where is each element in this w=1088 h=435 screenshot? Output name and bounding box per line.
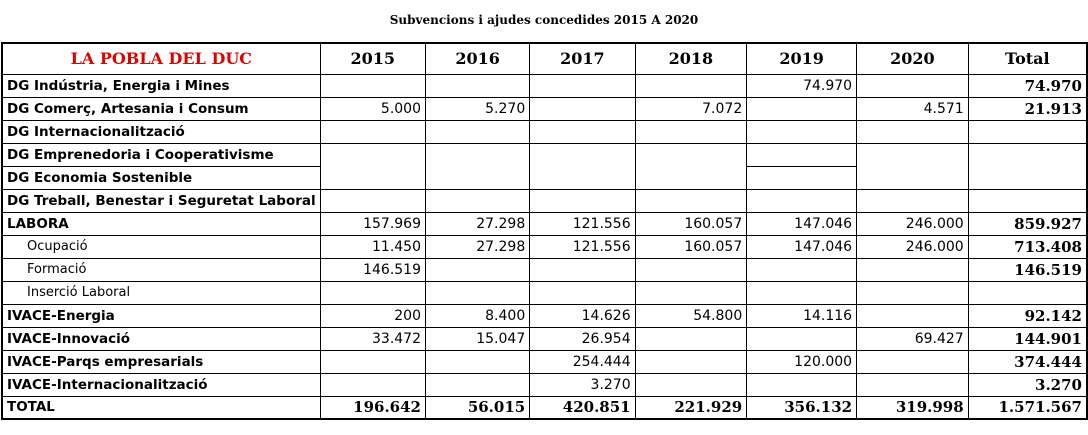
table-row: [2, 97, 1087, 120]
cell-value: 69.427: [857, 327, 969, 350]
cell-value: [857, 304, 969, 327]
cell-value: [426, 166, 530, 189]
cell-value: [635, 258, 747, 281]
col-header-2019: 2019: [747, 43, 857, 74]
cell-value: [426, 74, 530, 97]
cell-value: 5.270: [426, 97, 530, 120]
row-total: 713.408: [968, 235, 1087, 258]
cell-value: [426, 258, 530, 281]
row-label: DG Economia Sostenible: [2, 166, 320, 189]
cell-value: [857, 281, 969, 304]
cell-value: 246.000: [857, 235, 969, 258]
row-total: 3.270: [968, 373, 1087, 396]
cell-value: [857, 189, 969, 212]
table-row: [2, 327, 1087, 350]
cell-value: [635, 373, 747, 396]
col-header-2018: 2018: [635, 43, 747, 74]
cell-value: [635, 120, 747, 143]
cell-value: [320, 143, 425, 166]
cell-value: [857, 373, 969, 396]
row-total: 144.901: [968, 327, 1087, 350]
table-row: [2, 143, 1087, 166]
cell-value: [857, 166, 969, 189]
col-header-2015: 2015: [320, 43, 425, 74]
table-row: [2, 212, 1087, 235]
table-row: [2, 373, 1087, 396]
cell-value: [426, 189, 530, 212]
cell-value: [635, 143, 747, 166]
cell-value: 121.556: [530, 212, 635, 235]
cell-value: 147.046: [747, 212, 857, 235]
cell-value: 246.000: [857, 212, 969, 235]
cell-value: 14.626: [530, 304, 635, 327]
grants-table: [1, 42, 1088, 420]
table-row: [2, 120, 1087, 143]
cell-value: [530, 281, 635, 304]
table-row: [2, 166, 1087, 189]
row-label: DG Treball, Benestar i Seguretat Laboral: [2, 189, 320, 212]
cell-value: [747, 97, 857, 120]
row-label: LABORA: [2, 212, 320, 235]
row-label: DG Emprenedoria i Cooperativisme: [2, 143, 320, 166]
cell-value: [635, 281, 747, 304]
cell-value: [530, 189, 635, 212]
cell-value: [747, 189, 857, 212]
cell-value: 27.298: [426, 212, 530, 235]
col-header-total: Total: [968, 43, 1087, 74]
cell-value: 121.556: [530, 235, 635, 258]
cell-value: [635, 74, 747, 97]
cell-value: [635, 327, 747, 350]
row-total: [968, 120, 1087, 143]
cell-value: 160.057: [635, 212, 747, 235]
table-row: [2, 189, 1087, 212]
cell-value: [320, 189, 425, 212]
table-row: [2, 258, 1087, 281]
cell-value: 74.970: [747, 74, 857, 97]
totals-label: TOTAL: [2, 396, 320, 419]
cell-value: [635, 350, 747, 373]
row-total: 374.444: [968, 350, 1087, 373]
table-row: [2, 304, 1087, 327]
cell-value: 33.472: [320, 327, 425, 350]
cell-value: 120.000: [747, 350, 857, 373]
cell-value: [530, 258, 635, 281]
totals-row: [2, 396, 1087, 419]
column-total: 196.642: [320, 396, 425, 419]
row-total: [968, 166, 1087, 189]
cell-value: 147.046: [747, 235, 857, 258]
cell-value: 27.298: [426, 235, 530, 258]
cell-value: [426, 350, 530, 373]
cell-value: [320, 74, 425, 97]
cell-value: [857, 143, 969, 166]
cell-value: [530, 143, 635, 166]
cell-value: [857, 350, 969, 373]
cell-value: [426, 143, 530, 166]
row-label: IVACE-Parqs empresarials: [2, 350, 320, 373]
grand-total: 1.571.567: [968, 396, 1087, 419]
cell-value: [747, 258, 857, 281]
cell-value: 157.969: [320, 212, 425, 235]
cell-value: 4.571: [857, 97, 969, 120]
cell-value: [635, 166, 747, 189]
cell-value: [747, 143, 857, 166]
col-header-2020: 2020: [857, 43, 969, 74]
cell-value: 7.072: [635, 97, 747, 120]
column-total: 56.015: [426, 396, 530, 419]
row-total: 859.927: [968, 212, 1087, 235]
cell-value: [635, 189, 747, 212]
row-total: [968, 189, 1087, 212]
cell-value: 14.116: [747, 304, 857, 327]
column-total: 319.998: [857, 396, 969, 419]
cell-value: [857, 74, 969, 97]
cell-value: 15.047: [426, 327, 530, 350]
row-total: 74.970: [968, 74, 1087, 97]
column-total: 420.851: [530, 396, 635, 419]
municipality-label: LA POBLA DEL DUC: [2, 43, 320, 74]
cell-value: 8.400: [426, 304, 530, 327]
table-row: [2, 281, 1087, 304]
table-row: [2, 74, 1087, 97]
cell-value: [426, 281, 530, 304]
row-total: 146.519: [968, 258, 1087, 281]
col-header-2017: 2017: [530, 43, 635, 74]
cell-value: [530, 97, 635, 120]
row-total: [968, 143, 1087, 166]
row-label: DG Comerç, Artesania i Consum: [2, 97, 320, 120]
cell-value: 54.800: [635, 304, 747, 327]
cell-value: [857, 258, 969, 281]
row-label: Ocupació: [2, 235, 320, 258]
cell-value: 5.000: [320, 97, 425, 120]
cell-value: 160.057: [635, 235, 747, 258]
cell-value: 3.270: [530, 373, 635, 396]
cell-value: [747, 327, 857, 350]
cell-value: [320, 281, 425, 304]
row-label: IVACE-Internacionalització: [2, 373, 320, 396]
row-label: Formació: [2, 258, 320, 281]
row-label: Inserció Laboral: [2, 281, 320, 304]
row-total: 21.913: [968, 97, 1087, 120]
row-total: 92.142: [968, 304, 1087, 327]
cell-value: [747, 166, 857, 189]
cell-value: [747, 373, 857, 396]
report-title: Subvencions i ajudes concedides 2015 A 2020: [389, 13, 699, 27]
cell-value: 254.444: [530, 350, 635, 373]
cell-value: 200: [320, 304, 425, 327]
cell-value: 11.450: [320, 235, 425, 258]
cell-value: [530, 120, 635, 143]
column-total: 356.132: [747, 396, 857, 419]
table-row: [2, 350, 1087, 373]
col-header-2016: 2016: [426, 43, 530, 74]
row-label: DG Indústria, Energia i Mines: [2, 74, 320, 97]
header-row: [2, 43, 1087, 74]
row-label: IVACE-Energia: [2, 304, 320, 327]
column-total: 221.929: [635, 396, 747, 419]
cell-value: [320, 120, 425, 143]
cell-value: [747, 281, 857, 304]
cell-value: [320, 350, 425, 373]
cell-value: [530, 74, 635, 97]
cell-value: [426, 120, 530, 143]
cell-value: [530, 166, 635, 189]
cell-value: [857, 120, 969, 143]
cell-value: [320, 373, 425, 396]
cell-value: 146.519: [320, 258, 425, 281]
cell-value: 26.954: [530, 327, 635, 350]
cell-value: [320, 166, 425, 189]
cell-value: [426, 373, 530, 396]
cell-value: [747, 120, 857, 143]
row-total: [968, 281, 1087, 304]
row-label: DG Internacionalització: [2, 120, 320, 143]
table-row: [2, 235, 1087, 258]
row-label: IVACE-Innovació: [2, 327, 320, 350]
